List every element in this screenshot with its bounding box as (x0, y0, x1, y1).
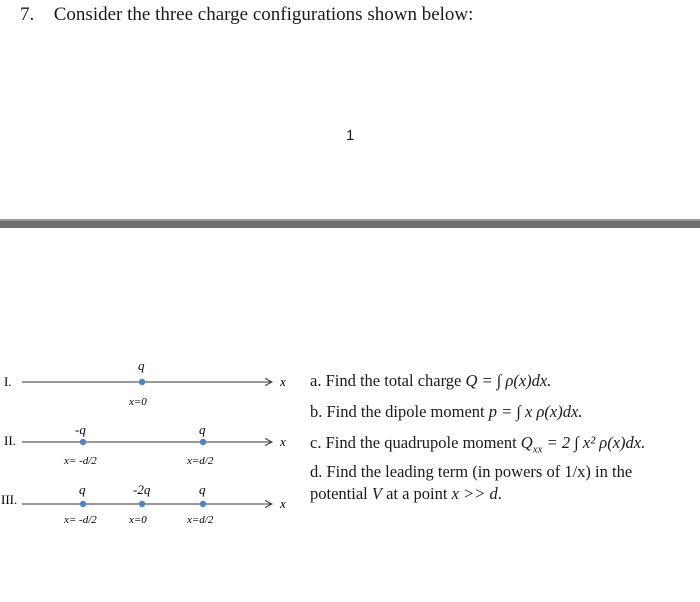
charge-dot (200, 501, 206, 507)
charge-label: -2q (133, 482, 151, 497)
axis-label: x (280, 434, 286, 449)
part-a-text: a. Find the total charge (310, 371, 466, 390)
charge-dot (200, 439, 206, 445)
position-label: x=0 (129, 396, 147, 408)
charge-label: q (199, 482, 206, 497)
part-d-text: d. Find the leading term (in powers of 1/x) in the (310, 462, 633, 481)
charge-label: -q (75, 422, 86, 437)
part-d-var: V (371, 484, 382, 503)
part-d-end: . (497, 484, 502, 503)
charge-dot (139, 379, 145, 385)
charge-label: q (199, 422, 206, 437)
part-c (310, 433, 645, 455)
position-label: x= -d/2 (64, 514, 97, 526)
position-label: x=d/2 (187, 455, 214, 467)
position-label: x= -d/2 (64, 455, 97, 467)
page-divider-highlight (0, 219, 700, 221)
axis-label: x (280, 496, 286, 511)
config-label: II. (4, 433, 16, 448)
part-a-math: Q = ∫ ρ(x)dx. (465, 371, 552, 390)
part-d-line-2 (310, 484, 502, 504)
part-b-text: b. Find the dipole moment (310, 402, 489, 421)
configuration-2 (4, 422, 286, 467)
page-number: 1 (346, 127, 355, 144)
config-label: III. (1, 492, 18, 507)
axis-label: x (280, 374, 286, 389)
charge-dot (80, 501, 86, 507)
part-d-prefix: potential (310, 484, 372, 503)
part-c-text: c. Find the quadrupole moment (310, 433, 521, 452)
configuration-1 (4, 358, 286, 408)
charge-label: q (138, 358, 145, 373)
question-header (20, 4, 473, 26)
position-label: x=0 (129, 514, 147, 526)
charge-dot (80, 439, 86, 445)
position-label: x=d/2 (187, 514, 214, 526)
part-c-symbol: Q (520, 433, 533, 452)
part-d-condition: x >> d (451, 484, 498, 503)
part-b (310, 402, 582, 422)
charge-label: q (79, 482, 86, 497)
charge-diagrams (0, 330, 300, 540)
charge-dot (139, 501, 145, 507)
part-c-subscript: xx (532, 443, 543, 456)
configuration-3 (1, 482, 286, 526)
part-b-math: p = ∫ x ρ(x)dx. (488, 402, 583, 421)
question-number: 7. (20, 4, 35, 25)
part-a (310, 371, 551, 391)
part-d-mid: at a point (381, 484, 452, 503)
question-prompt: Consider the three charge configurations shown below: (53, 4, 474, 25)
config-label: I. (4, 374, 12, 389)
part-c-math: = 2 ∫ x² ρ(x)dx. (542, 433, 646, 452)
part-d-line-1 (310, 462, 632, 482)
